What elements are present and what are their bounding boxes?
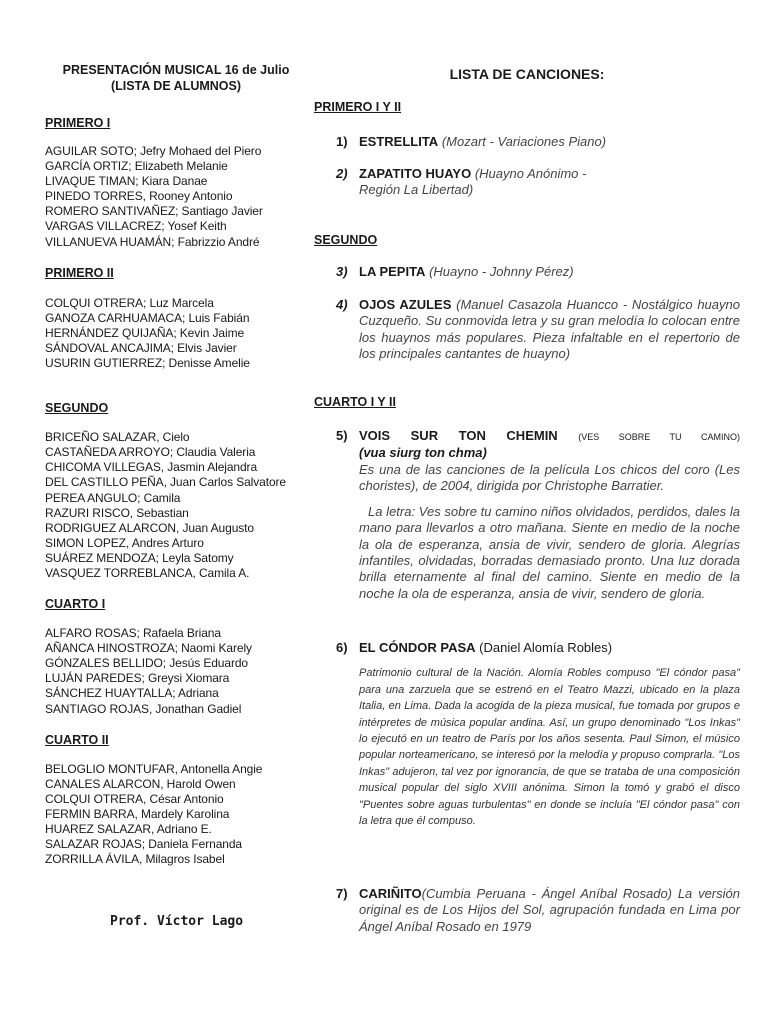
name-list-cuarto-ii (45, 762, 307, 868)
song-title: ESTRELLITA (359, 134, 439, 149)
song-number: 6) (336, 640, 348, 655)
song-description-1: Es una de las canciones de la película Los chicos del coro (Les choristes), de 2004, dirigida por Christophe Barratier. (359, 461, 740, 493)
section-heading-cuarto-ii: CUARTO II (45, 732, 109, 747)
student-name: VASQUEZ TORREBLANCA, Camila A. (45, 565, 250, 580)
song-number: 5) (336, 428, 348, 443)
song-item-6 (336, 640, 740, 829)
student-name: CANALES ALARCON, Harold Owen (45, 776, 236, 791)
student-name: DEL CASTILLO PEÑA, Juan Carlos Salvatore (45, 475, 286, 490)
student-name: VILLANUEVA HUAMÁN; Fabrizzio André (45, 234, 260, 249)
section-heading-cuarto-i: CUARTO I (45, 597, 106, 612)
student-list-column (45, 62, 307, 867)
song-note: (Manuel Casazola Huancco - Nostálgico huayno Cuzqueño. Su conmovida letra y su gran melodía lo colocan entre los huaynos más populares. Pieza infaltable en el repertorio de los principales cantantes de huayno) (359, 297, 740, 361)
section-heading-segundo: SEGUNDO (45, 401, 109, 416)
student-name: SUÁREZ MENDOZA; Leyla Satomy (45, 550, 234, 565)
student-name: HUAREZ SALAZAR, Adriano E. (45, 822, 212, 836)
songs-title: LISTA DE CANCIONES: (449, 66, 605, 82)
student-name: COLQUI OTRERA; Luz Marcela (45, 295, 214, 310)
song-title: LA PEPITA (359, 264, 426, 279)
student-name: ROMERO SANTIVAÑEZ; Santiago Javier (45, 204, 263, 219)
song-description: Patrimonio cultural de la Nación. Alomía Robles compuso "El cóndor pasa" para una zarzuela que se estrenó en el Teatro Mazzi, ubicado en la plaza Italia, en Lima. Dada la acogida de la pieza musical, fue tomada por grupos e intérpretes de música popular andina. Así, un grupo denominado "Los Inkas" lo ejecutó en un teatro de París por los años sesenta. Paul Simon, el músico popular norteamericano, se interesó por la melodía y propuso comprarla. "Los Inkas" adujeron, tal vez por ignorancia, de que se trataba de una composición musical popular del siglo XVIII anónima. Simon la tomó y grabó el disco "Puentes sobre aguas turbulentas" en donde se incluía "El cóndor pasa" con la letra que él compuso. (359, 667, 740, 827)
song-number: 3) (336, 264, 348, 279)
student-name: GÓNZALES BELLIDO; Jesús Eduardo (45, 656, 248, 671)
student-name: PINEDO TORRES, Rooney Antonio (45, 189, 233, 204)
song-item-2 (336, 166, 740, 199)
title-line-2: (LISTA DE ALUMNOS) (110, 79, 242, 93)
song-title: OJOS AZULES (359, 297, 452, 312)
student-name: ALFARO ROSAS; Rafaela Briana (45, 626, 221, 641)
student-name: LUJÁN PAREDES; Greysi Xiomara (45, 671, 230, 686)
teacher-signature: Prof. Víctor Lago (110, 914, 244, 929)
student-name: AÑANCA HINOSTROZA; Naomi Karely (45, 641, 252, 656)
student-name: RAZURI RISCO, Sebastian (45, 505, 189, 520)
song-title: EL CÓNDOR PASA (359, 640, 476, 655)
student-name: SÁNDOVAL ANCAJIMA; Elvis Javier (45, 340, 237, 355)
student-name: HERNÁNDEZ QUIJAÑA; Kevin Jaime (45, 325, 245, 340)
student-name: LIVAQUE TIMAN; Kiara Danae (45, 174, 208, 189)
name-list-cuarto-i (45, 626, 307, 717)
student-name: GANOZA CARHUAMACA; Luis Fabián (45, 310, 250, 325)
student-name: GARCÍA ORTIZ; Elizabeth Melanie (45, 159, 228, 174)
name-list-primero-ii (45, 296, 307, 371)
student-name: COLQUI OTRERA, César Antonio (45, 791, 224, 806)
section-heading-cuarto-songs: CUARTO I Y II (314, 395, 396, 409)
section-heading-primero-ii: PRIMERO II (45, 265, 114, 280)
song-item-5 (336, 428, 740, 602)
song-number: 2) (336, 166, 348, 181)
song-title: ZAPATITO HUAYO (359, 166, 472, 181)
song-description-2: La letra: Ves sobre tu camino niños olvidados, perdidos, dales la mano para llevarlos a otro mañana. Siente en medio de la noche la ola de esperanza, ansia de vivir, sendero de gloria. Alegrías infantiles, olvidadas, borradas demasiado pronto. Una luz dorada brilla eternamente al final del camino. Siente en medio de la noche la ola de esperanza, ansia de vivir, sendero de gloria. (359, 504, 740, 601)
name-list-segundo (45, 430, 307, 581)
student-name: RODRIGUEZ ALARCON, Juan Augusto (45, 520, 254, 535)
title-line-1: PRESENTACIÓN MUSICAL 16 de Julio (62, 63, 290, 77)
student-name: SALAZAR ROJAS; Daniela Fernanda (45, 837, 242, 852)
student-name: FERMIN BARRA, Mardely Karolina (45, 806, 230, 821)
song-note: (Cumbia Peruana - Ángel Aníbal Rosado) La versión original es de Los Hijos del Sol, agrupación fundada en Lima por Ángel Aníbal Rosado en 1979 (359, 886, 740, 934)
name-list-primero-i (45, 144, 307, 250)
song-number: 7) (336, 886, 348, 901)
song-note: (Daniel Alomía Robles) (479, 640, 613, 655)
student-name: PEREA ANGULO; Camila (45, 490, 181, 505)
section-heading-segundo-songs: SEGUNDO (314, 233, 378, 247)
song-item-4 (336, 297, 740, 362)
student-name: ZORRILLA ÁVILA, Milagros Isabel (45, 852, 225, 867)
song-item-3 (336, 264, 740, 280)
student-name: SANTIAGO ROJAS, Jonathan Gadiel (45, 701, 242, 716)
song-title: VOIS SUR TON CHEMIN (359, 428, 558, 443)
song-note: (Mozart - Variaciones Piano) (441, 134, 607, 149)
student-name: BRICEÑO SALAZAR, Cielo (45, 430, 190, 445)
song-title: CARIÑITO (359, 886, 422, 901)
student-name: AGUILAR SOTO; Jefry Mohaed del Piero (45, 144, 262, 158)
song-item-1 (336, 134, 740, 150)
student-name: USURIN GUTIERREZ; Denisse Amelie (45, 356, 250, 371)
section-heading-primero-songs: PRIMERO I Y II (314, 100, 402, 114)
song-number: 4) (336, 297, 348, 312)
student-name: VARGAS VILLACREZ; Yosef Keith (45, 219, 227, 234)
student-name: SIMON LOPEZ, Andres Arturo (45, 535, 204, 550)
student-name: SÁNCHEZ HUAYTALLA; Adriana (45, 686, 219, 701)
student-name: CHICOMA VILLEGAS, Jasmin Alejandra (45, 460, 258, 475)
song-note: (Huayno Anónimo - Región La Libertad) (359, 166, 587, 198)
song-pronunciation: (vua siurg ton chma) (359, 445, 487, 461)
song-item-7 (336, 886, 740, 935)
song-note: (Huayno - Johnny Pérez) (429, 264, 574, 279)
song-translation: (VES SOBRE TU CAMINO) (578, 432, 740, 442)
student-name: CASTAÑEDA ARROYO; Claudia Valeria (45, 445, 256, 460)
section-heading-primero-i: PRIMERO I (45, 116, 111, 130)
page-title (45, 62, 307, 94)
song-number: 1) (336, 134, 348, 149)
student-name: BELOGLIO MONTUFAR, Antonella Angie (45, 761, 263, 776)
